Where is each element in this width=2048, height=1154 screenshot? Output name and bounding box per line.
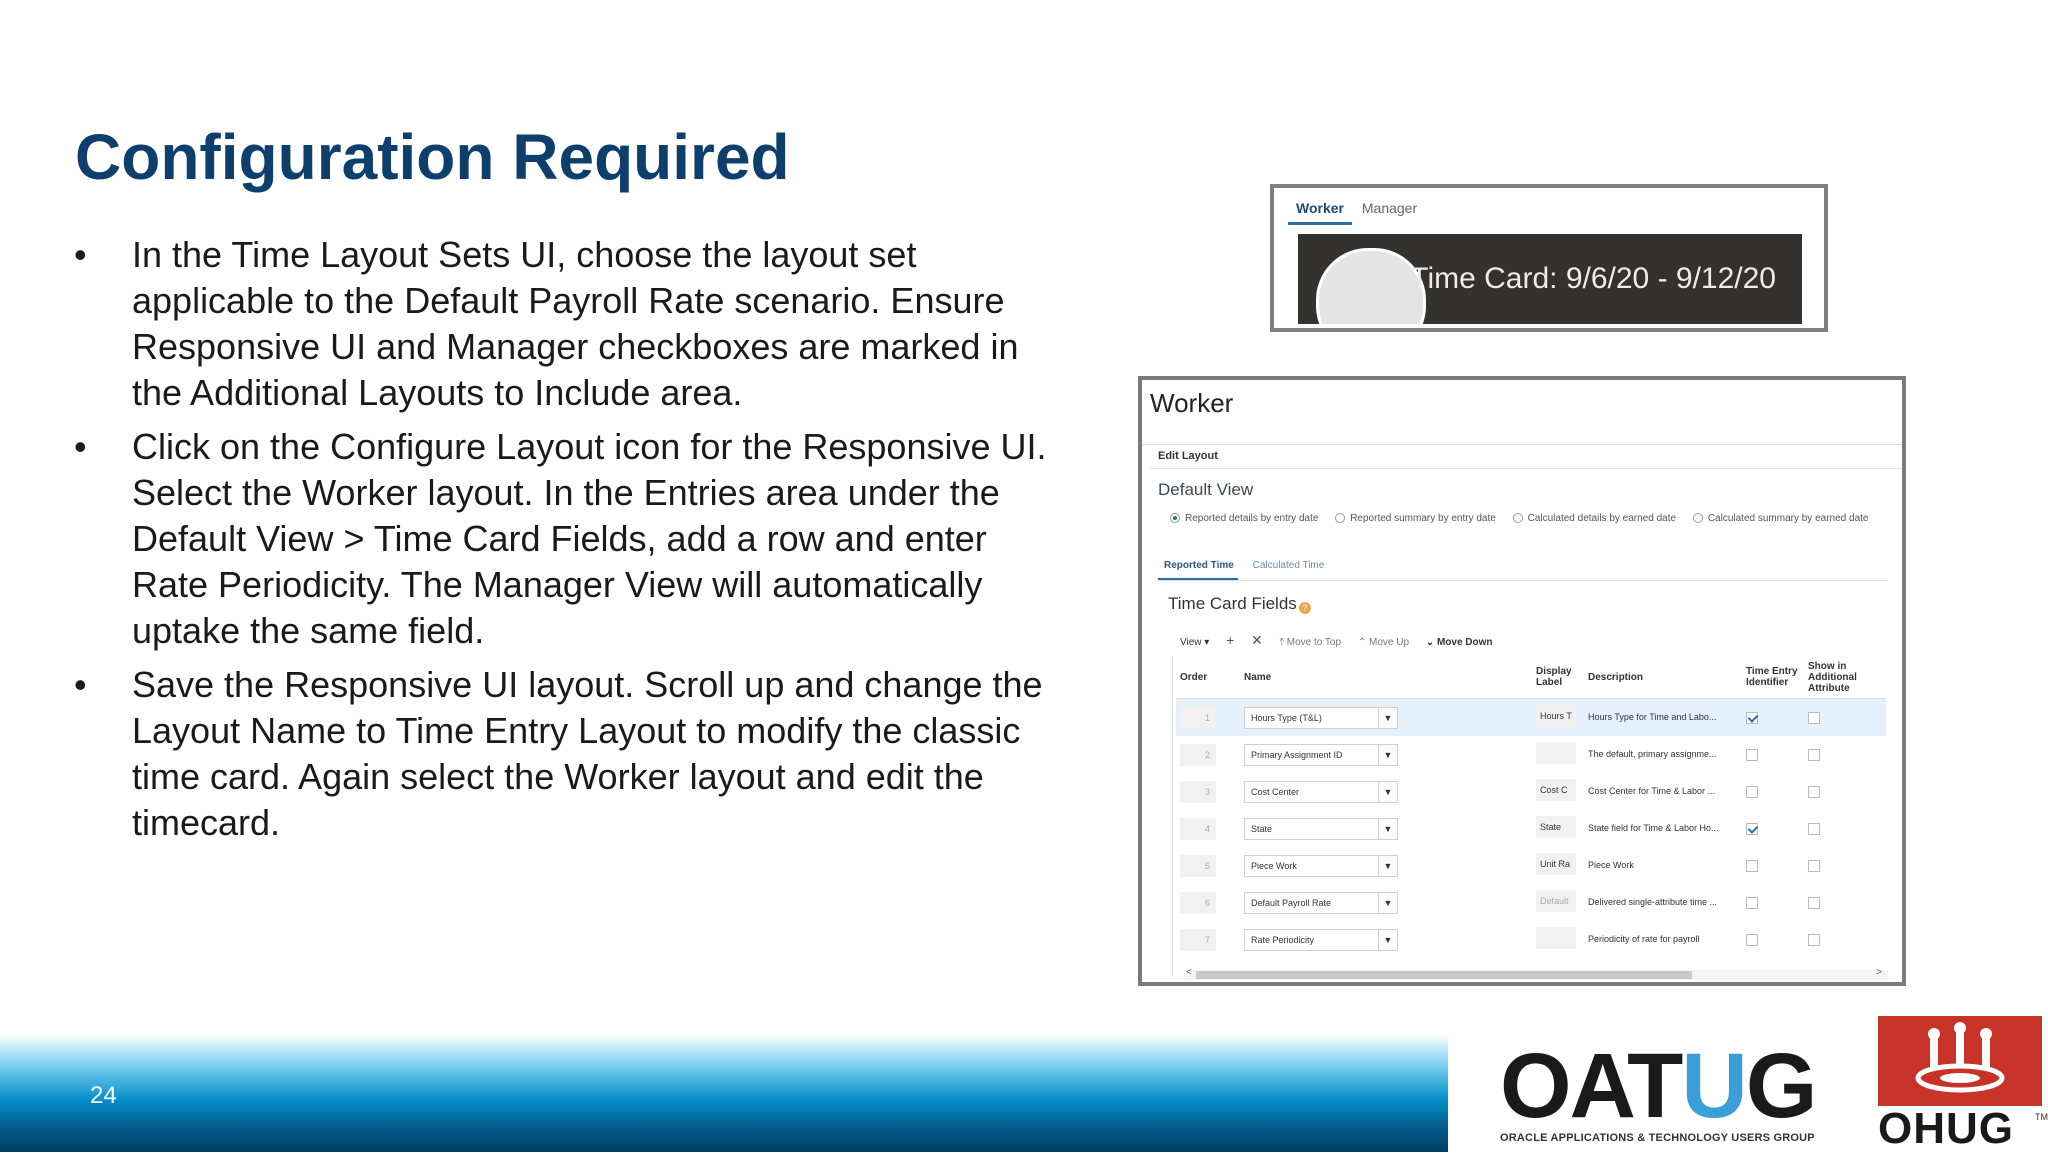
radio-reported-summary[interactable] <box>1335 513 1496 524</box>
dropdown-arrow-icon[interactable]: ▼ <box>1378 855 1398 877</box>
column-header-name[interactable]: Name <box>1240 656 1532 699</box>
bullet-text: In the Time Layout Sets UI, choose the layout set applicable to the Default Payroll Rate scenario. Ensure Responsive UI and Manager checkboxes are marked in the Additional Layouts to Include area. <box>132 234 1019 413</box>
trademark-mark: TM <box>2035 1112 2048 1122</box>
bullet-dot: • <box>74 426 87 467</box>
order-field[interactable]: 1 <box>1180 707 1216 729</box>
description-text: Delivered single-attribute time ... <box>1588 897 1718 907</box>
time-card-fields-heading <box>1168 594 1311 614</box>
identifier-cell <box>1742 921 1804 958</box>
order-field[interactable]: 2 <box>1180 744 1216 766</box>
time-tabs <box>1164 560 1340 571</box>
label-cell <box>1532 773 1584 810</box>
show-additional-checkbox[interactable] <box>1808 897 1820 909</box>
label-cell <box>1532 921 1584 958</box>
worker-layout-screenshot <box>1138 376 1906 986</box>
help-icon[interactable]: ? <box>1299 602 1311 614</box>
display-label-field[interactable]: Hours T <box>1536 705 1576 727</box>
time-entry-identifier-checkbox[interactable] <box>1746 860 1758 872</box>
order-field[interactable]: 6 <box>1180 892 1216 914</box>
horizontal-scrollbar[interactable] <box>1184 967 1888 980</box>
column-header-description[interactable]: Description <box>1584 656 1742 699</box>
additional-cell <box>1804 847 1886 884</box>
time-card-fields-table <box>1176 656 1886 958</box>
name-cell <box>1240 847 1532 884</box>
divider <box>1150 468 1902 469</box>
order-cell <box>1176 773 1240 810</box>
additional-cell <box>1804 773 1886 810</box>
additional-cell <box>1804 810 1886 847</box>
ohug-logo <box>1874 1016 2048 1152</box>
divider <box>1142 444 1902 445</box>
oatug-text-u: U <box>1681 1035 1746 1137</box>
column-header-order[interactable]: Order <box>1176 656 1240 699</box>
table-row[interactable] <box>1176 921 1886 958</box>
view-radio-group <box>1170 513 1882 524</box>
active-tab-indicator <box>1288 222 1352 225</box>
add-row-icon[interactable]: + <box>1226 632 1235 648</box>
default-view-heading: Default View <box>1158 480 1254 499</box>
name-select[interactable]: Primary Assignment ID <box>1244 744 1378 766</box>
radio-reported-details[interactable] <box>1170 513 1318 524</box>
order-cell <box>1176 810 1240 847</box>
ohug-emblem-graphic <box>1878 1016 2042 1106</box>
edit-layout-heading: Edit Layout <box>1158 450 1218 462</box>
dropdown-arrow-icon[interactable]: ▼ <box>1378 892 1398 914</box>
ohug-wordmark: OHUG <box>1878 1104 2014 1153</box>
order-field[interactable]: 3 <box>1180 781 1216 803</box>
move-to-top-button[interactable]: ⤒ Move to Top <box>1279 637 1342 648</box>
bullet-dot: • <box>74 234 87 275</box>
order-cell <box>1176 884 1240 921</box>
time-entry-identifier-checkbox[interactable] <box>1746 749 1758 761</box>
radio-button[interactable] <box>1693 513 1703 523</box>
show-additional-checkbox[interactable] <box>1808 823 1820 835</box>
label-cell <box>1532 847 1584 884</box>
show-additional-checkbox[interactable] <box>1808 712 1820 724</box>
label-cell <box>1532 810 1584 847</box>
name-select[interactable]: Hours Type (T&L) <box>1244 707 1378 729</box>
scroll-right-icon[interactable]: > <box>1876 967 1882 978</box>
name-select[interactable]: Rate Periodicity <box>1244 929 1378 951</box>
time-entry-identifier-checkbox[interactable] <box>1746 786 1758 798</box>
oatug-text-end: G <box>1745 1035 1816 1137</box>
tab-reported-time[interactable]: Reported Time <box>1164 560 1234 571</box>
order-cell <box>1176 699 1240 737</box>
additional-cell <box>1804 884 1886 921</box>
bullet-item <box>70 424 1070 654</box>
description-text: Hours Type for Time and Labo... <box>1588 712 1717 722</box>
name-select[interactable]: Piece Work <box>1244 855 1378 877</box>
table-row[interactable] <box>1176 810 1886 847</box>
additional-cell <box>1804 699 1886 737</box>
description-cell <box>1584 847 1742 884</box>
radio-button[interactable] <box>1170 513 1180 523</box>
radio-calculated-details[interactable] <box>1513 513 1676 524</box>
name-select[interactable]: State <box>1244 818 1378 840</box>
order-cell <box>1176 736 1240 773</box>
identifier-cell <box>1742 884 1804 921</box>
oatug-logo <box>1500 1035 1816 1144</box>
radio-button[interactable] <box>1513 513 1523 523</box>
dropdown-arrow-icon[interactable]: ▼ <box>1378 781 1398 803</box>
name-cell <box>1240 699 1532 737</box>
description-text: Piece Work <box>1588 860 1634 870</box>
label-cell <box>1532 736 1584 773</box>
identifier-cell <box>1742 773 1804 810</box>
slide-title: Configuration Required <box>75 121 790 193</box>
dropdown-arrow-icon[interactable]: ▼ <box>1378 818 1398 840</box>
bullet-text: Save the Responsive UI layout. Scroll up and change the Layout Name to Time Entry Layout to modify the classic time card. Again select the Worker layout and edit the timecard. <box>132 664 1043 843</box>
radio-calculated-summary[interactable] <box>1693 513 1869 524</box>
identifier-cell <box>1742 699 1804 737</box>
name-cell <box>1240 921 1532 958</box>
show-additional-checkbox[interactable] <box>1808 749 1820 761</box>
show-additional-checkbox[interactable] <box>1808 860 1820 872</box>
table-toolbar <box>1180 632 1507 649</box>
tab-manager[interactable]: Manager <box>1361 200 1418 216</box>
ohug-emblem-icon <box>1878 1016 2042 1106</box>
name-cell <box>1240 773 1532 810</box>
name-cell <box>1240 810 1532 847</box>
dropdown-arrow-icon[interactable]: ▼ <box>1378 707 1398 729</box>
page-number: 24 <box>90 1082 117 1109</box>
view-menu-button[interactable]: View ▾ <box>1180 637 1210 648</box>
order-field[interactable]: 5 <box>1180 855 1216 877</box>
radio-label: Calculated details by earned date <box>1527 513 1677 524</box>
description-cell <box>1584 921 1742 958</box>
bullet-dot: • <box>74 664 87 705</box>
section-title: Time Card Fields <box>1168 594 1297 613</box>
name-cell <box>1240 884 1532 921</box>
display-label-field[interactable]: Cost C <box>1536 779 1576 801</box>
oatug-tagline: ORACLE APPLICATIONS & TECHNOLOGY USERS GROUP <box>1500 1132 1815 1144</box>
table-row[interactable] <box>1176 847 1886 884</box>
display-label-field[interactable]: Default <box>1536 890 1576 912</box>
time-entry-identifier-checkbox[interactable] <box>1746 934 1758 946</box>
delete-row-icon[interactable]: ✕ <box>1251 632 1263 648</box>
radio-label: Reported details by entry date <box>1185 513 1319 524</box>
description-cell <box>1584 884 1742 921</box>
description-cell <box>1584 773 1742 810</box>
description-cell <box>1584 810 1742 847</box>
description-text: Cost Center for Time & Labor ... <box>1588 786 1716 796</box>
scroll-left-icon[interactable]: < <box>1186 967 1192 978</box>
time-entry-identifier-checkbox[interactable] <box>1746 712 1758 724</box>
description-cell <box>1584 699 1742 737</box>
column-header-display-label[interactable]: Display Label <box>1532 656 1584 699</box>
table-row[interactable] <box>1176 699 1886 737</box>
radio-label: Reported summary by entry date <box>1350 513 1496 524</box>
tab-worker[interactable]: Worker <box>1296 200 1344 216</box>
tab-calculated-time[interactable]: Calculated Time <box>1252 560 1325 571</box>
display-label-field[interactable] <box>1536 927 1576 949</box>
time-entry-identifier-checkbox[interactable] <box>1746 897 1758 909</box>
table-row[interactable] <box>1176 884 1886 921</box>
table-left-border <box>1172 656 1173 976</box>
dropdown-arrow-icon[interactable]: ▼ <box>1378 929 1398 951</box>
move-up-button[interactable]: ⌃ Move Up <box>1357 637 1410 648</box>
table-header-row <box>1176 656 1886 699</box>
identifier-cell <box>1742 736 1804 773</box>
bullet-text: Click on the Configure Layout icon for the Responsive UI. Select the Worker layout. In the Entries area under the Default View > Time Card Fields, add a row and enter Rate Periodicity. The Manager View will automatically uptake the same field. <box>132 426 1047 651</box>
display-label-field[interactable]: State <box>1536 816 1576 838</box>
timecard-title: Time Card: 9/6/20 - 9/12/20 <box>1410 262 1776 295</box>
display-label-field[interactable]: Unit Ra <box>1536 853 1576 875</box>
name-select[interactable]: Cost Center <box>1244 781 1378 803</box>
additional-cell <box>1804 921 1886 958</box>
bullet-list <box>70 232 1070 854</box>
divider <box>1158 580 1888 581</box>
footer-gradient-band <box>0 1035 1448 1152</box>
timecard-banner <box>1298 234 1802 324</box>
bullet-item <box>70 232 1070 416</box>
column-header-time-entry-identifier[interactable]: Time Entry Identifier <box>1742 656 1804 699</box>
identifier-cell <box>1742 847 1804 884</box>
timecard-screenshot <box>1270 184 1828 332</box>
identifier-cell <box>1742 810 1804 847</box>
table-row[interactable] <box>1176 773 1886 810</box>
radio-button[interactable] <box>1335 513 1345 523</box>
table-body <box>1176 699 1886 959</box>
column-header-show-additional[interactable]: Show in Additional Attribute <box>1804 656 1886 699</box>
description-text: State field for Time & Labor Ho... <box>1588 823 1719 833</box>
order-cell <box>1176 847 1240 884</box>
time-entry-identifier-checkbox[interactable] <box>1746 823 1758 835</box>
description-text: Periodicity of rate for payroll <box>1588 934 1700 944</box>
table-row[interactable] <box>1176 736 1886 773</box>
description-text: The default, primary assignme... <box>1588 749 1717 759</box>
description-cell <box>1584 736 1742 773</box>
show-additional-checkbox[interactable] <box>1808 786 1820 798</box>
order-field[interactable]: 7 <box>1180 929 1216 951</box>
dropdown-arrow-icon[interactable]: ▼ <box>1378 744 1398 766</box>
name-cell <box>1240 736 1532 773</box>
label-cell <box>1532 699 1584 737</box>
worker-title: Worker <box>1150 388 1234 418</box>
name-select[interactable]: Default Payroll Rate <box>1244 892 1378 914</box>
bullet-item <box>70 662 1070 846</box>
order-field[interactable]: 4 <box>1180 818 1216 840</box>
oatug-text: OAT <box>1500 1035 1682 1137</box>
label-cell <box>1532 884 1584 921</box>
oatug-wordmark <box>1500 1035 1816 1137</box>
order-cell <box>1176 921 1240 958</box>
role-tabs <box>1296 200 1431 216</box>
show-additional-checkbox[interactable] <box>1808 934 1820 946</box>
radio-label: Calculated summary by earned date <box>1707 513 1869 524</box>
move-down-button[interactable]: ⌄ Move Down <box>1425 637 1493 648</box>
additional-cell <box>1804 736 1886 773</box>
display-label-field[interactable] <box>1536 742 1576 764</box>
scrollbar-thumb[interactable] <box>1196 971 1692 979</box>
